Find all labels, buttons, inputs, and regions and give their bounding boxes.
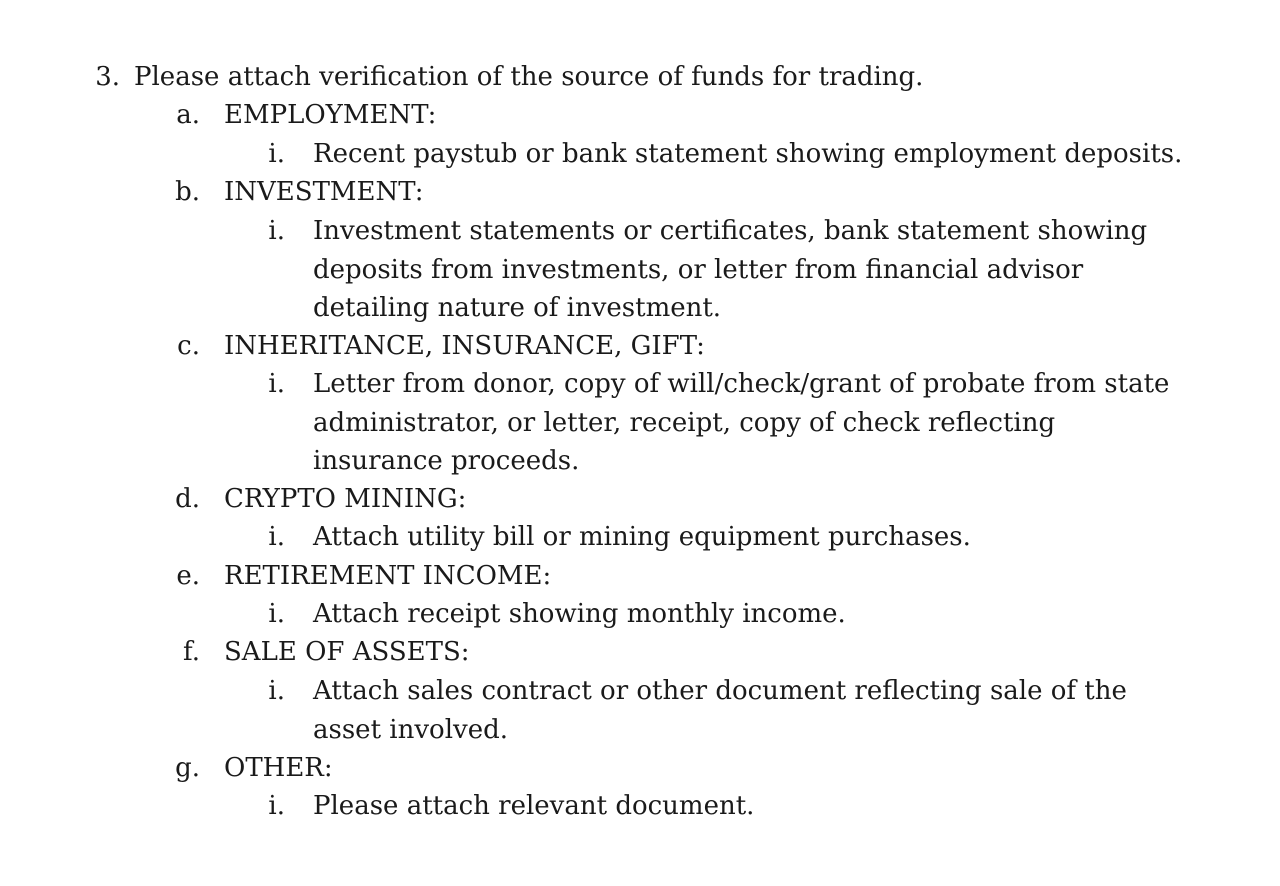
- detail-marker: i.: [268, 216, 285, 246]
- detail-text: Letter from donor, copy of will/check/grant of probate from state administrator, or letter, receipt, copy of check reflecting insurance proceeds.: [313, 369, 1170, 476]
- section-retirement-income-detail: [255, 595, 1183, 634]
- section-retirement-income: [170, 557, 1124, 596]
- section-employment: [170, 96, 1124, 135]
- section-heading: SALE OF ASSETS:: [224, 637, 470, 667]
- detail-marker: i.: [268, 676, 285, 706]
- section-heading: CRYPTO MINING:: [224, 484, 467, 514]
- section-other: [170, 749, 1124, 788]
- section-heading: INVESTMENT:: [224, 177, 424, 207]
- section-heading: INHERITANCE, INSURANCE, GIFT:: [224, 331, 705, 361]
- detail-marker: i.: [268, 791, 285, 821]
- detail-text: Attach receipt showing monthly income.: [313, 599, 846, 629]
- section-heading: OTHER:: [224, 753, 333, 783]
- section-heading: EMPLOYMENT:: [224, 100, 437, 130]
- detail-text: Please attach relevant document.: [313, 791, 755, 821]
- detail-text: Attach utility bill or mining equipment purchases.: [313, 522, 971, 552]
- section-marker: d.: [175, 484, 200, 514]
- detail-marker: i.: [268, 139, 285, 169]
- detail-marker: i.: [268, 599, 285, 629]
- section-crypto-mining-detail: [255, 518, 1183, 557]
- detail-text: Recent paystub or bank statement showing employment deposits.: [313, 139, 1183, 169]
- list-item-text: Please attach verification of the source of funds for trading.: [134, 62, 924, 92]
- section-crypto-mining: [170, 480, 1124, 519]
- section-sale-of-assets-detail: [255, 672, 1183, 749]
- list-item-3: [88, 58, 1134, 97]
- list-marker: 3.: [95, 62, 120, 92]
- detail-marker: i.: [268, 369, 285, 399]
- detail-text: Investment statements or certificates, bank statement showing deposits from investments, or letter from financial advisor detailing nature of investment.: [313, 216, 1148, 323]
- section-marker: g.: [175, 753, 200, 783]
- section-other-detail: [255, 787, 1183, 826]
- section-marker: b.: [175, 177, 200, 207]
- section-marker: c.: [177, 331, 200, 361]
- section-inheritance: [170, 327, 1124, 366]
- detail-text: Attach sales contract or other document reflecting sale of the asset involved.: [313, 676, 1127, 745]
- section-marker: a.: [176, 100, 200, 130]
- section-investment-detail: [255, 212, 1183, 328]
- section-heading: RETIREMENT INCOME:: [224, 561, 552, 591]
- detail-marker: i.: [268, 522, 285, 552]
- section-inheritance-detail: [255, 365, 1183, 481]
- section-marker: f.: [183, 637, 200, 667]
- section-sale-of-assets: [170, 633, 1124, 672]
- section-marker: e.: [176, 561, 200, 591]
- section-employment-detail: [255, 135, 1183, 174]
- section-investment: [170, 173, 1124, 212]
